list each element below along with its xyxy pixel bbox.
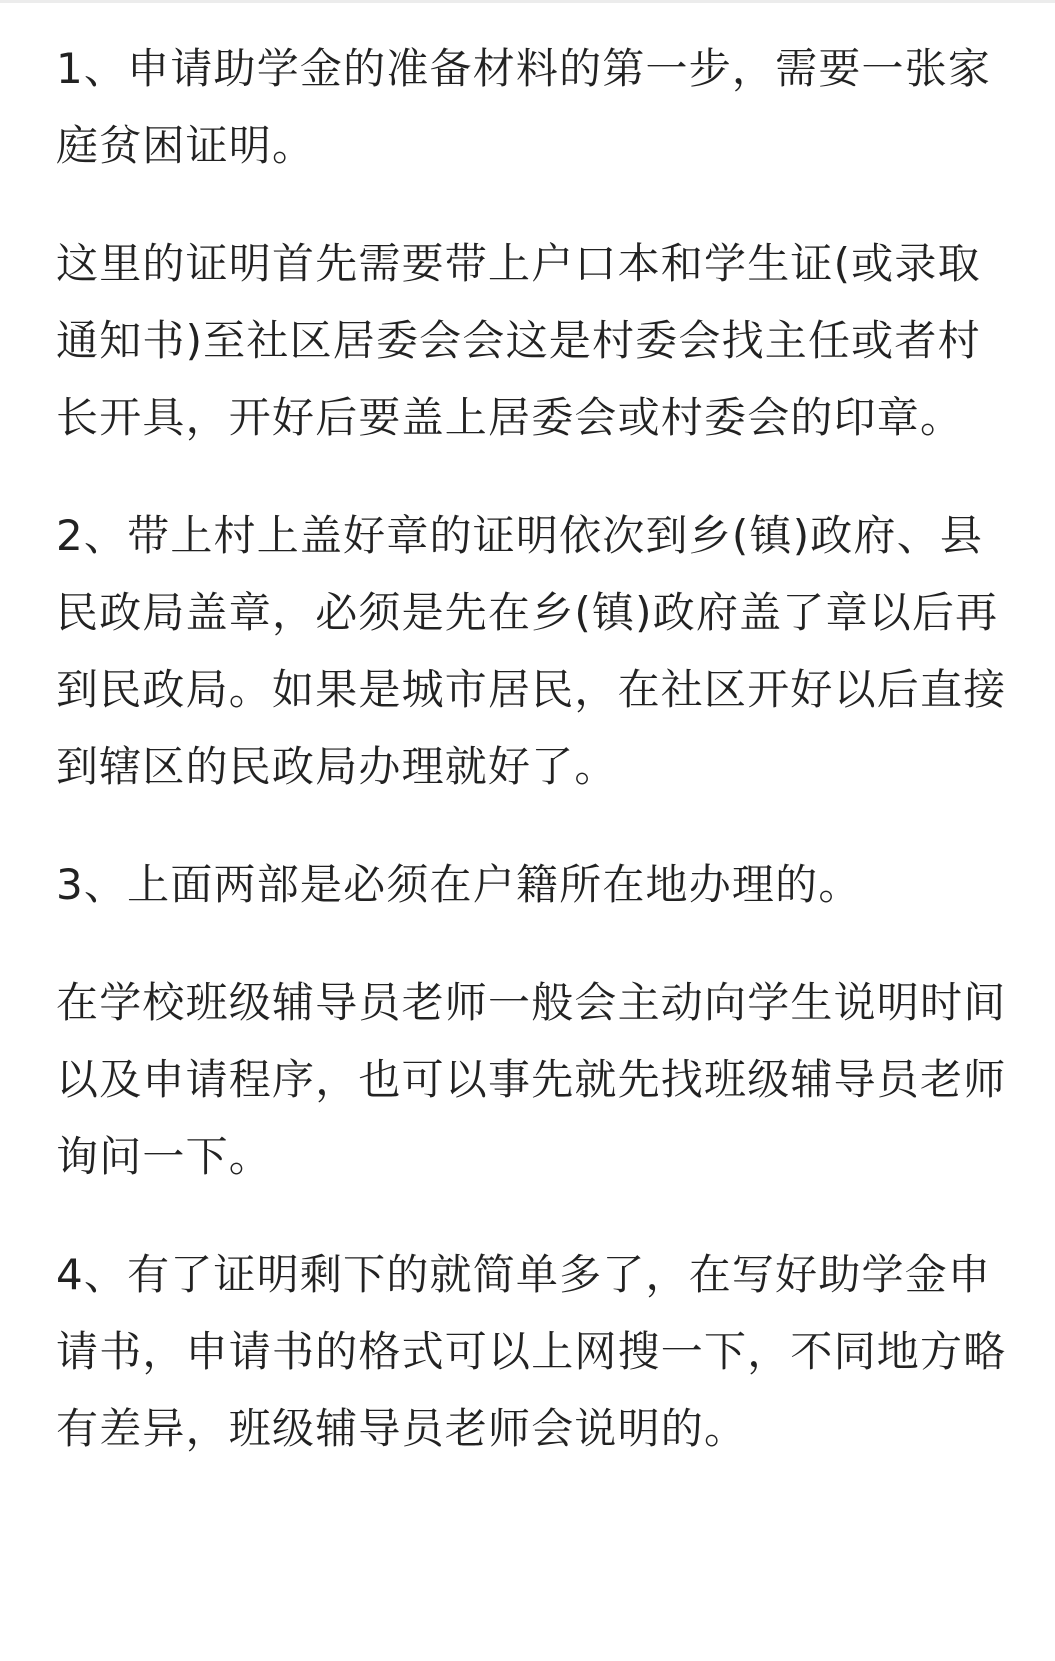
paragraph-step-2: 2、带上村上盖好章的证明依次到乡(镇)政府、县民政局盖章，必须是先在乡(镇)政府盖了章以后再到民政局。如果是城市居民，在社区开好以后直接到辖区的民政局办理就好了。 [56,511,1007,791]
paragraph-step-1-detail: 这里的证明首先需要带上户口本和学生证(或录取通知书)至社区居委会会这是村委会找主任或者村长开具，开好后要盖上居委会或村委会的印章。 [56,239,981,442]
paragraph-step-4: 4、有了证明剩下的就简单多了，在写好助学金申请书，申请书的格式可以上网搜一下，不同地方略有差异，班级辅导员老师会说明的。 [56,1250,1007,1453]
article-body [56,30,1016,1508]
paragraph-step-3: 3、上面两部是必须在户籍所在地办理的。 [56,860,862,909]
paragraph-step-1: 1、申请助学金的准备材料的第一步，需要一张家庭贫困证明。 [56,44,992,170]
top-divider [0,0,1055,3]
paragraph-step-3-detail: 在学校班级辅导员老师一般会主动向学生说明时间以及申请程序，也可以事先就先找班级辅导员老师询问一下。 [56,978,1007,1181]
